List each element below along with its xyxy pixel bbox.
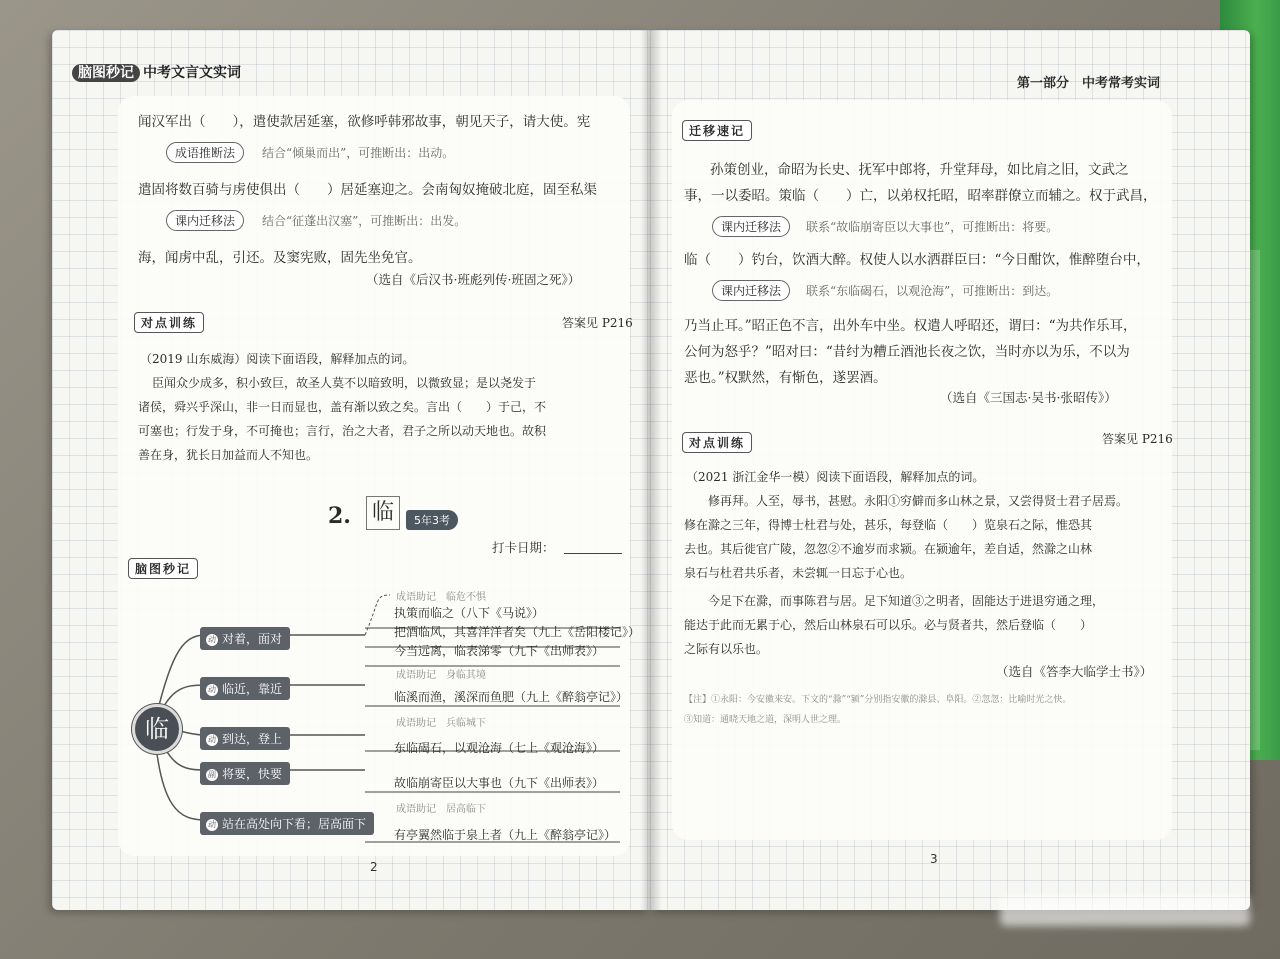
- meaning-chip: [200, 812, 374, 835]
- training-line: 去也。其后徙官广陵，忽忽②不逾岁而求颍。在颍逾年，差自适，然滁之山林: [684, 542, 1093, 556]
- meaning-label: 对着，面对: [222, 632, 283, 646]
- training-line: 泉石与杜君共乐者，未尝辄一日忘于心也。: [684, 566, 913, 580]
- page-number: 2: [370, 860, 378, 874]
- example-line: 今当远离，临表涕零（九下《出师表》）: [394, 644, 605, 658]
- hint-text: 结合“倾巢而出”，可推断出：出动。: [262, 146, 455, 160]
- book-spine: [640, 30, 662, 910]
- entry-char: 临: [366, 496, 400, 530]
- passage-line: 遣固将数百骑与虏使俱出（ ）居延塞迎之。会南匈奴掩破北庭，固至私渠: [138, 182, 597, 198]
- example-line: 执策而临之（八下《马说》）: [394, 606, 545, 620]
- training-line: 今足下在滁，而事陈君与居。足下知道③之明者，固能达于进退穷通之理，: [708, 594, 1105, 608]
- source-citation: （选自《答李大临学士书》）: [996, 664, 1153, 679]
- source-citation: （选自《三国志·吴书·张昭传》）: [940, 390, 1117, 405]
- hint-text: 结合“征蓬出汉塞”，可推断出：出发。: [262, 214, 467, 228]
- quick-memo-title: 迁移速记: [682, 120, 752, 141]
- meaning-chip: [200, 762, 290, 785]
- meaning-label: 将要，快要: [222, 767, 283, 781]
- notes-line: 【注】①永阳：今安徽来安。下文的“滁”“颍”分别指安徽的滁县、阜阳。②忽忽：比喻时光之快。: [684, 695, 1072, 705]
- pos-dot: 动: [208, 684, 216, 694]
- training-line: 可塞也；行发于身，不可掩也；言行，治之大者，君子之所以动天地也。故积: [138, 424, 547, 438]
- idiom-hint: 成语助记 居高临下: [396, 804, 486, 815]
- brand-pill: 脑图秒记: [72, 64, 140, 82]
- passage-line: 孙策创业，命昭为长史、抚军中郎将，升堂拜母，如比肩之旧，文武之: [710, 162, 1129, 178]
- passage-line: 临（ ）钓台，饮酒大醉。权使人以水洒群臣曰：“今日酣饮，惟醉堕台中，: [684, 252, 1150, 268]
- meaning-label: 临近，靠近: [222, 682, 283, 696]
- idiom-hint: 成语助记 临危不惧: [396, 592, 486, 603]
- right-header: 第一部分 中考常考实词: [1016, 76, 1160, 91]
- mindmap-title: 脑图秒记: [128, 558, 198, 579]
- meaning-chip: [200, 677, 290, 700]
- meaning-chip: [200, 727, 290, 750]
- left-header: [72, 62, 241, 82]
- example-line: 把酒临风，其喜洋洋者矣（九上《岳阳楼记》）: [394, 625, 641, 639]
- blurred-watermark: [1000, 896, 1250, 926]
- training-title: 对点训练: [682, 432, 752, 453]
- idiom-hint: 成语助记 身临其境: [396, 670, 486, 681]
- example-line: 临溪而渔，溪深而鱼肥（九上《醉翁亭记》）: [394, 690, 629, 704]
- pos-dot: 动: [208, 634, 216, 644]
- hint-tag: 课内迁移法: [712, 280, 790, 301]
- passage-line: 海，闻虏中乱，引还。及窦宪败，固先坐免官。: [138, 250, 422, 266]
- idiom-hint: 成语助记 兵临城下: [396, 718, 486, 729]
- entry-frequency-badge: 5年3考: [406, 510, 458, 530]
- meaning-label: 站在高处向下看；居高面下: [222, 817, 367, 831]
- page-number: 3: [930, 852, 938, 866]
- training-line: 之际有以乐也。: [684, 642, 769, 656]
- entry-number: 2.: [328, 503, 351, 529]
- passage-line: 乃当止耳。”昭正色不言，出外车中坐。权遣人呼昭还，谓曰：“为共作乐耳，: [684, 318, 1137, 334]
- pos-dot: 动: [208, 734, 216, 744]
- example-line: 东临碣石，以观沧海（七上《观沧海》）: [394, 741, 605, 755]
- passage-line: 事，一以委昭。策临（ ）亡，以弟权托昭，昭率群僚立而辅之。权于武昌，: [684, 188, 1157, 204]
- passage-line: 恶也。”权默然，有惭色，遂罢酒。: [684, 370, 887, 386]
- meaning-label: 到达，登上: [222, 732, 283, 746]
- mindmap-center-char: 临: [132, 704, 182, 754]
- meaning-chip: [200, 627, 290, 650]
- answer-ref: 答案见 P216: [1102, 432, 1173, 446]
- passage-line: 闻汉军出（ ），遣使款居延塞，欲修呼韩邪故事，朝见天子，请大使。宪: [138, 114, 591, 130]
- checkin-blank[interactable]: [564, 553, 622, 554]
- pos-dot: 动: [208, 819, 216, 829]
- training-intro: （2021 浙江金华一模）阅读下面语段，解释加点的词。: [686, 470, 985, 484]
- training-line: 能达于此而无累于心，然后山林泉石可以乐。必与贤者共，然后登临（ ）: [684, 618, 1093, 632]
- mindmap-branches: [150, 580, 630, 850]
- brand-text: 中考文言文实词: [143, 65, 241, 81]
- hint-text: 联系“故临崩寄臣以大事也”，可推断出：将要。: [806, 220, 1059, 234]
- training-line: 修再拜。人至，辱书，甚慰。永阳①穷僻而多山林之景，又尝得贤士君子居焉。: [708, 494, 1129, 508]
- training-line: 善在身，犹长日加益而人不知也。: [138, 448, 319, 462]
- passage-line: 公何为怒乎？”昭对曰：“昔纣为糟丘酒池长夜之饮，当时亦以为乐，不以为: [684, 344, 1130, 360]
- source-citation: （选自《后汉书·班彪列传·班固之死》）: [366, 272, 581, 287]
- notes-line: ③知道：通晓天地之道，深明人世之理。: [684, 715, 847, 725]
- checkin-label: 打卡日期：: [492, 540, 555, 555]
- example-line: 故临崩寄臣以大事也（九下《出师表》）: [394, 776, 605, 790]
- example-line: 有亭翼然临于泉上者（九上《醉翁亭记》）: [394, 828, 617, 842]
- hint-text: 联系“东临碣石，以观沧海”，可推断出：到达。: [806, 284, 1059, 298]
- hint-tag: 课内迁移法: [712, 216, 790, 237]
- hint-tag: 成语推断法: [166, 142, 244, 163]
- hint-tag: 课内迁移法: [166, 210, 244, 231]
- training-line: 诸侯，舜兴乎深山，非一日而显也，盖有渐以致之矣。言出（ ）于己，不: [138, 400, 547, 414]
- training-intro: （2019 山东威海）阅读下面语段，解释加点的词。: [140, 352, 415, 366]
- training-line: 修在滁之三年，得博士杜君与处，甚乐，每登临（ ）览泉石之际，惟恐其: [684, 518, 1093, 532]
- training-title: 对点训练: [134, 312, 204, 333]
- pos-dot: 副: [208, 769, 216, 779]
- training-line: 臣闻众少成多，积小致巨，故圣人莫不以暗致明，以微致显；是以尧发于: [152, 376, 537, 390]
- answer-ref: 答案见 P216: [562, 316, 633, 330]
